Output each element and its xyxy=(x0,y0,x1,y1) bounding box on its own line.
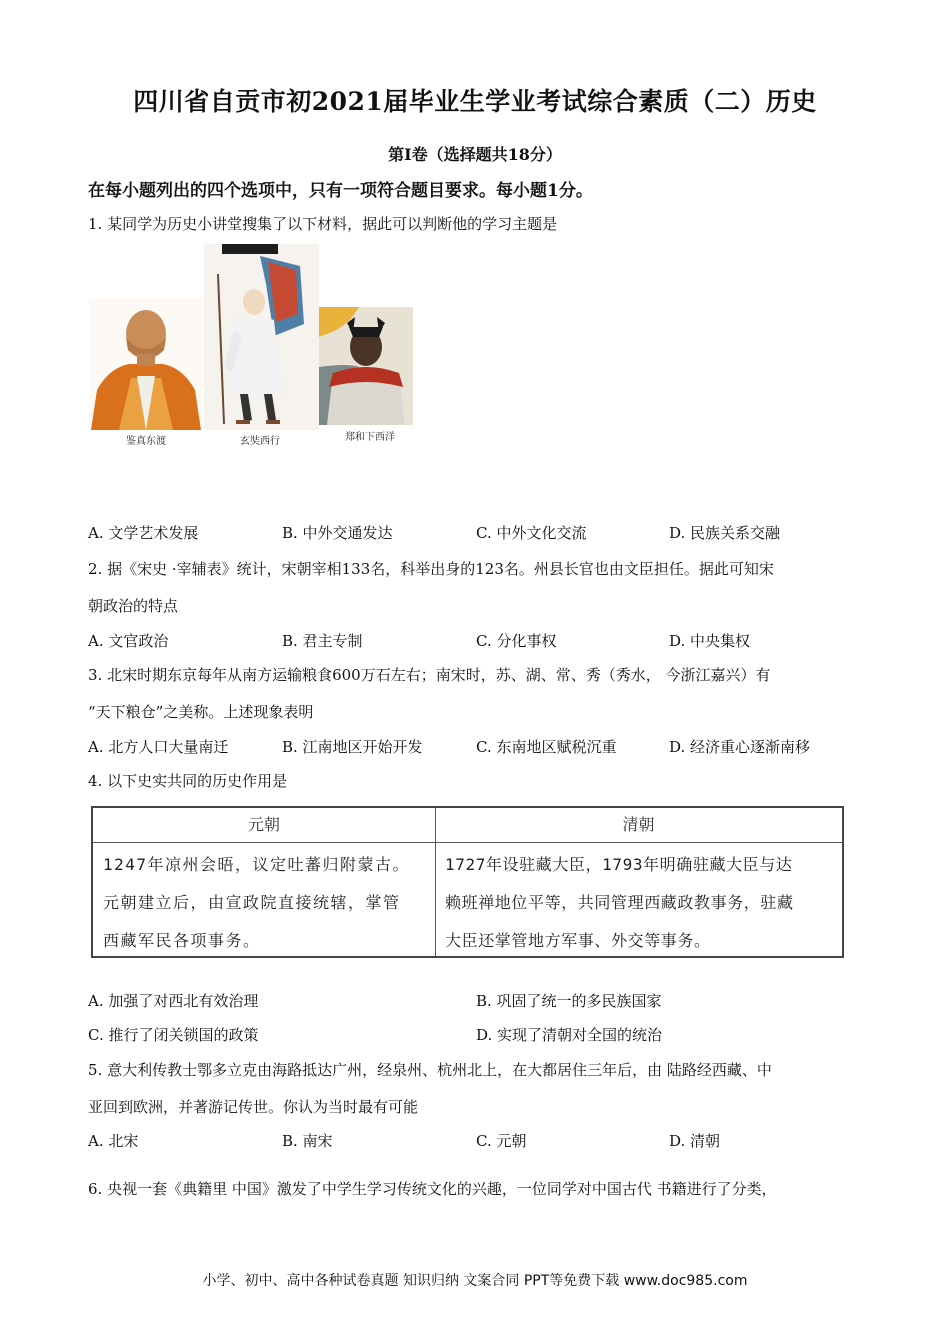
table-cell-yuan-line: 西藏军民各项事务。 xyxy=(103,931,261,950)
table-cell-qing-line: 赖班禅地位平等，共同管理西藏政教事务，驻藏 xyxy=(445,893,794,912)
question-4-stem: 4. 以下史实共同的历史作用是 xyxy=(88,772,288,790)
question-1-stem: 1. 某同学为历史小讲堂搜集了以下材料，据此可以判断他的学习主题是 xyxy=(88,215,558,233)
zhenghe-portrait-image xyxy=(319,307,413,425)
q3-option-c[interactable]: C. 东南地区赋税沉重 xyxy=(476,738,617,756)
q5-option-d[interactable]: D. 清朝 xyxy=(669,1132,721,1150)
q5-option-a[interactable]: A. 北宋 xyxy=(88,1132,139,1150)
page-footer: 小学、初中、高中各种试卷真题 知识归纳 文案合同 PPT等免费下载 www.doc985.com xyxy=(202,1273,748,1289)
q4-option-d[interactable]: D. 实现了清朝对全国的统治 xyxy=(476,1026,663,1044)
image-caption-jianzhen: 鉴真东渡 xyxy=(126,436,166,447)
table-cell-yuan-line: 元朝建立后，由宣政院直接统辖，掌管 xyxy=(103,893,401,912)
history-table xyxy=(91,806,844,958)
image-caption-xuanzang: 玄奘西行 xyxy=(240,436,280,447)
table-header-qing: 清朝 xyxy=(435,808,842,843)
table-cell-qing-line: 1727年设驻藏大臣，1793年明确驻藏大臣与达 xyxy=(445,855,793,874)
q1-option-d[interactable]: D. 民族关系交融 xyxy=(669,524,781,542)
page-title: 四川省自贡市初2021届毕业生学业考试综合素质（二）历史 xyxy=(133,87,817,116)
question-2-stem-line2: 朝政治的特点 xyxy=(88,597,179,615)
question-3-stem-line2: “天下粮仓”之美称。上述现象表明 xyxy=(88,703,314,721)
question-5-stem-line2: 亚回到欧洲，并著游记传世。你认为当时最有可能 xyxy=(88,1098,419,1116)
q2-option-d[interactable]: D. 中央集权 xyxy=(669,632,751,650)
jianzhen-portrait-image xyxy=(89,298,203,430)
instruction-text: 在每小题列出的四个选项中，只有一项符合题目要求。每小题1分。 xyxy=(88,181,593,201)
q5-option-b[interactable]: B. 南宋 xyxy=(282,1132,333,1150)
q5-option-c[interactable]: C. 元朝 xyxy=(476,1132,527,1150)
q4-option-b[interactable]: B. 巩固了统一的多民族国家 xyxy=(476,992,662,1010)
xuanzang-portrait-image xyxy=(204,244,319,430)
section-subtitle: 第Ⅰ卷（选择题共18分） xyxy=(388,145,562,164)
q1-option-b[interactable]: B. 中外交通发达 xyxy=(282,524,393,542)
q4-option-a[interactable]: A. 加强了对西北有效治理 xyxy=(88,992,259,1010)
q2-option-c[interactable]: C. 分化事权 xyxy=(476,632,557,650)
q2-option-b[interactable]: B. 君主专制 xyxy=(282,632,363,650)
table-cell-yuan-line: 1247年凉州会晤，议定吐蕃归附蒙古。 xyxy=(103,855,411,874)
q2-option-a[interactable]: A. 文官政治 xyxy=(88,632,169,650)
question-5-stem-line1: 5. 意大利传教士鄂多立克由海路抵达广州，经泉州、杭州北上，在大都居住三年后，由 陆路经西藏、中 xyxy=(88,1061,772,1079)
q1-option-c[interactable]: C. 中外文化交流 xyxy=(476,524,587,542)
question-2-stem-line1: 2. 据《宋史 ·宰辅表》统计，宋朝宰相133名，科举出身的123名。州县长官也由文臣担任。据此可知宋 xyxy=(88,560,774,578)
q1-option-a[interactable]: A. 文学艺术发展 xyxy=(88,524,199,542)
q3-option-a[interactable]: A. 北方人口大量南迁 xyxy=(88,738,229,756)
table-header-yuan: 元朝 xyxy=(93,808,435,843)
q3-option-b[interactable]: B. 江南地区开始开发 xyxy=(282,738,423,756)
question-3-stem-line1: 3. 北宋时期东京每年从南方运输粮食600万石左右；南宋时，苏、湖、常、秀（秀水， 今浙江嘉兴）有 xyxy=(88,666,771,684)
table-cell-qing xyxy=(445,846,840,960)
image-caption-zhenghe: 郑和下西洋 xyxy=(345,432,395,443)
q4-option-c[interactable]: C. 推行了闭关锁国的政策 xyxy=(88,1026,259,1044)
question-6-stem-line1: 6. 央视一套《典籍里 中国》激发了中学生学习传统文化的兴趣，一位同学对中国古代 书籍进行了分类， xyxy=(88,1180,777,1198)
table-cell-yuan xyxy=(103,846,433,960)
q3-option-d[interactable]: D. 经济重心逐渐南移 xyxy=(669,738,811,756)
table-cell-qing-line: 大臣还掌管地方军事、外交等事务。 xyxy=(445,931,711,950)
table-divider xyxy=(435,808,436,956)
